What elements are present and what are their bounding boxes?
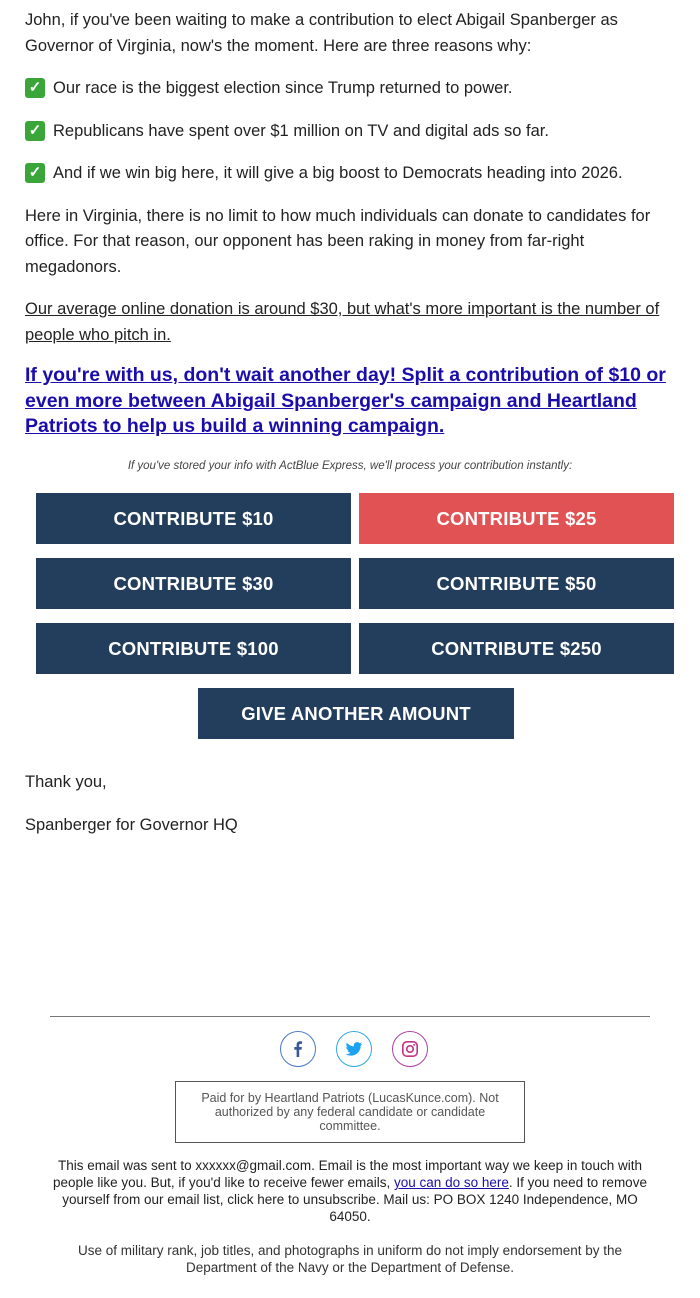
footer-divider	[50, 1016, 650, 1017]
split-contribution-link[interactable]: If you're with us, don't wait another day! Split a contribution of $10 or even more between Abigail Spanberger's campaign and Heartland Patriots to help us build a winning campaign.	[25, 364, 666, 437]
military-disclaimer: Use of military rank, job titles, and photographs in uniform do not imply endorsement by the Department of the Navy or the Department of Defense.	[77, 1243, 623, 1275]
contribute-100-button[interactable]: CONTRIBUTE $100	[36, 623, 351, 674]
checkmark-icon: ✓	[25, 78, 45, 98]
contribution-buttons	[0, 493, 700, 674]
instagram-icon[interactable]	[392, 1031, 428, 1067]
fewer-emails-link[interactable]: you can do so here	[394, 1175, 509, 1190]
signoff-block	[0, 762, 700, 838]
actblue-express-note: If you've stored your info with ActBlue Express, we'll process your contribution instantly:	[127, 459, 573, 472]
contribute-25-button[interactable]: CONTRIBUTE $25	[359, 493, 674, 544]
give-another-amount-button[interactable]: GIVE ANOTHER AMOUNT	[198, 688, 514, 739]
reason-text: And if we win big here, it will give a big boost to Democrats heading into 2026.	[53, 164, 623, 182]
signoff-text: Thank you,	[25, 773, 107, 791]
recipient-email: xxxxxx@gmail.com	[195, 1158, 312, 1173]
twitter-icon[interactable]	[336, 1031, 372, 1067]
reason-item	[25, 161, 675, 187]
social-links	[0, 1031, 700, 1067]
virginia-paragraph: Here in Virginia, there is no limit to how much individuals can donate to candidates for office. For that reason, our opponent has been raking in money from far-right megadonors.	[25, 206, 651, 276]
sent-middle: . Email is the most important way we keep in touch with people like you. But, if you'd like to receive fewer emails,	[53, 1158, 642, 1190]
reason-item	[25, 76, 675, 102]
sent-suffix: . If you need to remove yourself from our email list, click here to unsubscribe. Mail us: PO BOX 1240 Independence, MO 64050.	[62, 1175, 647, 1224]
contribute-30-button[interactable]: CONTRIBUTE $30	[36, 558, 351, 609]
another-amount-wrap	[0, 688, 700, 739]
contribute-10-button[interactable]: CONTRIBUTE $10	[36, 493, 351, 544]
average-donation-paragraph: Our average online donation is around $30, but what's more important is the number of people who pitch in.	[25, 300, 660, 344]
facebook-icon[interactable]	[280, 1031, 316, 1067]
intro-paragraph: John, if you've been waiting to make a contribution to elect Abigail Spanberger as Governor of Virginia, now's the moment. Here are three reasons why:	[25, 11, 618, 55]
sent-prefix: This email was sent to	[58, 1158, 196, 1173]
reason-item	[25, 119, 675, 145]
reason-text: Our race is the biggest election since Trump returned to power.	[53, 79, 513, 97]
reason-text: Republicans have spent over $1 million on TV and digital ads so far.	[53, 121, 549, 140]
checkmark-icon: ✓	[25, 121, 45, 141]
footer-text	[50, 1157, 650, 1225]
email-body	[0, 0, 700, 479]
signature-text: Spanberger for Governor HQ	[25, 815, 238, 834]
contribute-50-button[interactable]: CONTRIBUTE $50	[359, 558, 674, 609]
contribute-250-button[interactable]: CONTRIBUTE $250	[359, 623, 674, 674]
paid-for-disclaimer: Paid for by Heartland Patriots (LucasKunce.com). Not authorized by any federal candidate or candidate committee.	[175, 1081, 525, 1143]
email-footer	[0, 1016, 700, 1276]
checkmark-icon: ✓	[25, 163, 45, 183]
